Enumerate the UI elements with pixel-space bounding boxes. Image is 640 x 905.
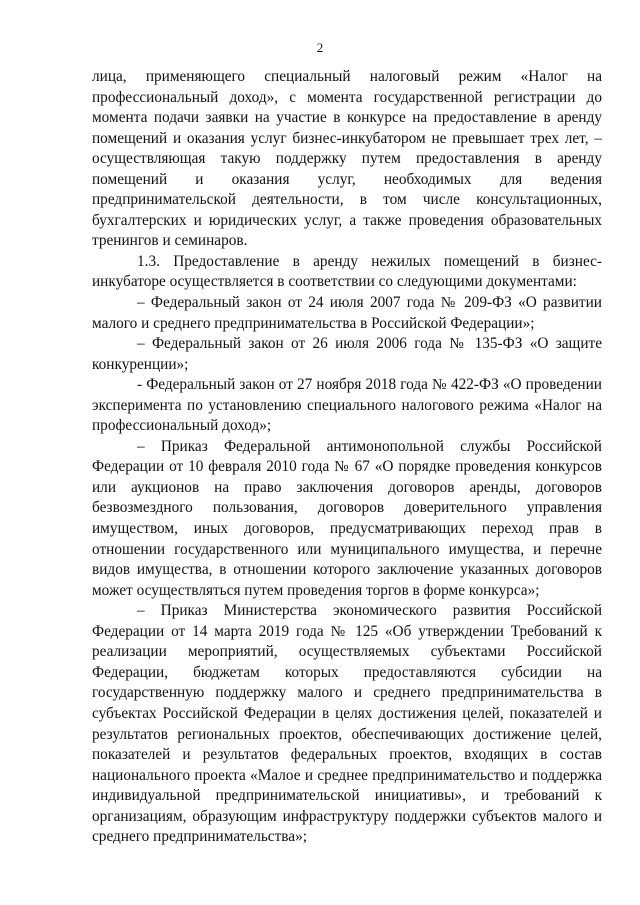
paragraph-clause-1-3: 1.3. Предоставление в аренду нежилых помещений в бизнес-инкубаторе осуществляется в соответствии со следующими документами: [92,252,602,291]
list-item-law-422: - Федеральный закон от 27 ноября 2018 года № 422-ФЗ «О проведении эксперимента по установлению специального налогового режима «Налог на профессиональный доход»; [92,376,602,435]
list-item-law-209: – Федеральный закон от 24 июля 2007 года № 209-ФЗ «О развитии малого и среднего предпринимательства в Российской Федерации»; [92,294,602,332]
list-item-order-67: – Приказ Федеральной антимонопольной службы Российской Федерации от 10 февраля 2010 года № 67 «О порядке проведения конкурсов или аукционов на право заключения договоров аренды, договоров безвозмездного пользования, договоров доверительного управления имуществом, иных договоров, предусматривающих переход прав в отношении государственного или муниципального имущества, и перечне видов имущества, в отношении которого заключение указанных договоров может осуществляться путем проведения торгов в форме конкурса»; [92,437,602,599]
list-item-law-135: – Федеральный закон от 26 июля 2006 года № 135-ФЗ «О защите конкуренции»; [92,335,602,373]
paragraph-continuation: лица, применяющего специальный налоговый режим «Налог на профессиональный доход», с момента государственной регистрации до момента подачи заявки на участие в конкурсе на предоставление в аренду помещений и оказания услуг бизнес-инкубатором не превышает трех лет, – осуществляющая такую поддержку путем предоставления в аренду помещений и оказания услуг, необходимых для ведения предпринимательской деятельности, в том числе консультационных, бухгалтерских и юридических услуг, а также проведения образовательных тренингов и семинаров. [92,68,602,250]
page-number: 2 [316,40,324,55]
list-item-order-125: – Приказ Министерства экономического развития Российской Федерации от 14 марта 2019 года № 125 «Об утверждении Требований к реализации мероприятий, осуществляемых субъектами Российской Федерации, бюджетам которых предоставляются субсидии на государственную поддержку малого и среднего предпринимательства в субъектах Российской Федерации в целях достижения целей, показателей и результатов региональных проектов, обеспечивающих достижение целей, показателей и результатов федеральных проектов, входящих в состав национального проекта «Малое и среднее предпринимательство и поддержка индивидуальной предпринимательской инициативы», и требований к организациям, образующим инфраструктуру поддержки субъектов малого и среднего предпринимательства»; [92,602,602,846]
document-body [92,67,602,848]
